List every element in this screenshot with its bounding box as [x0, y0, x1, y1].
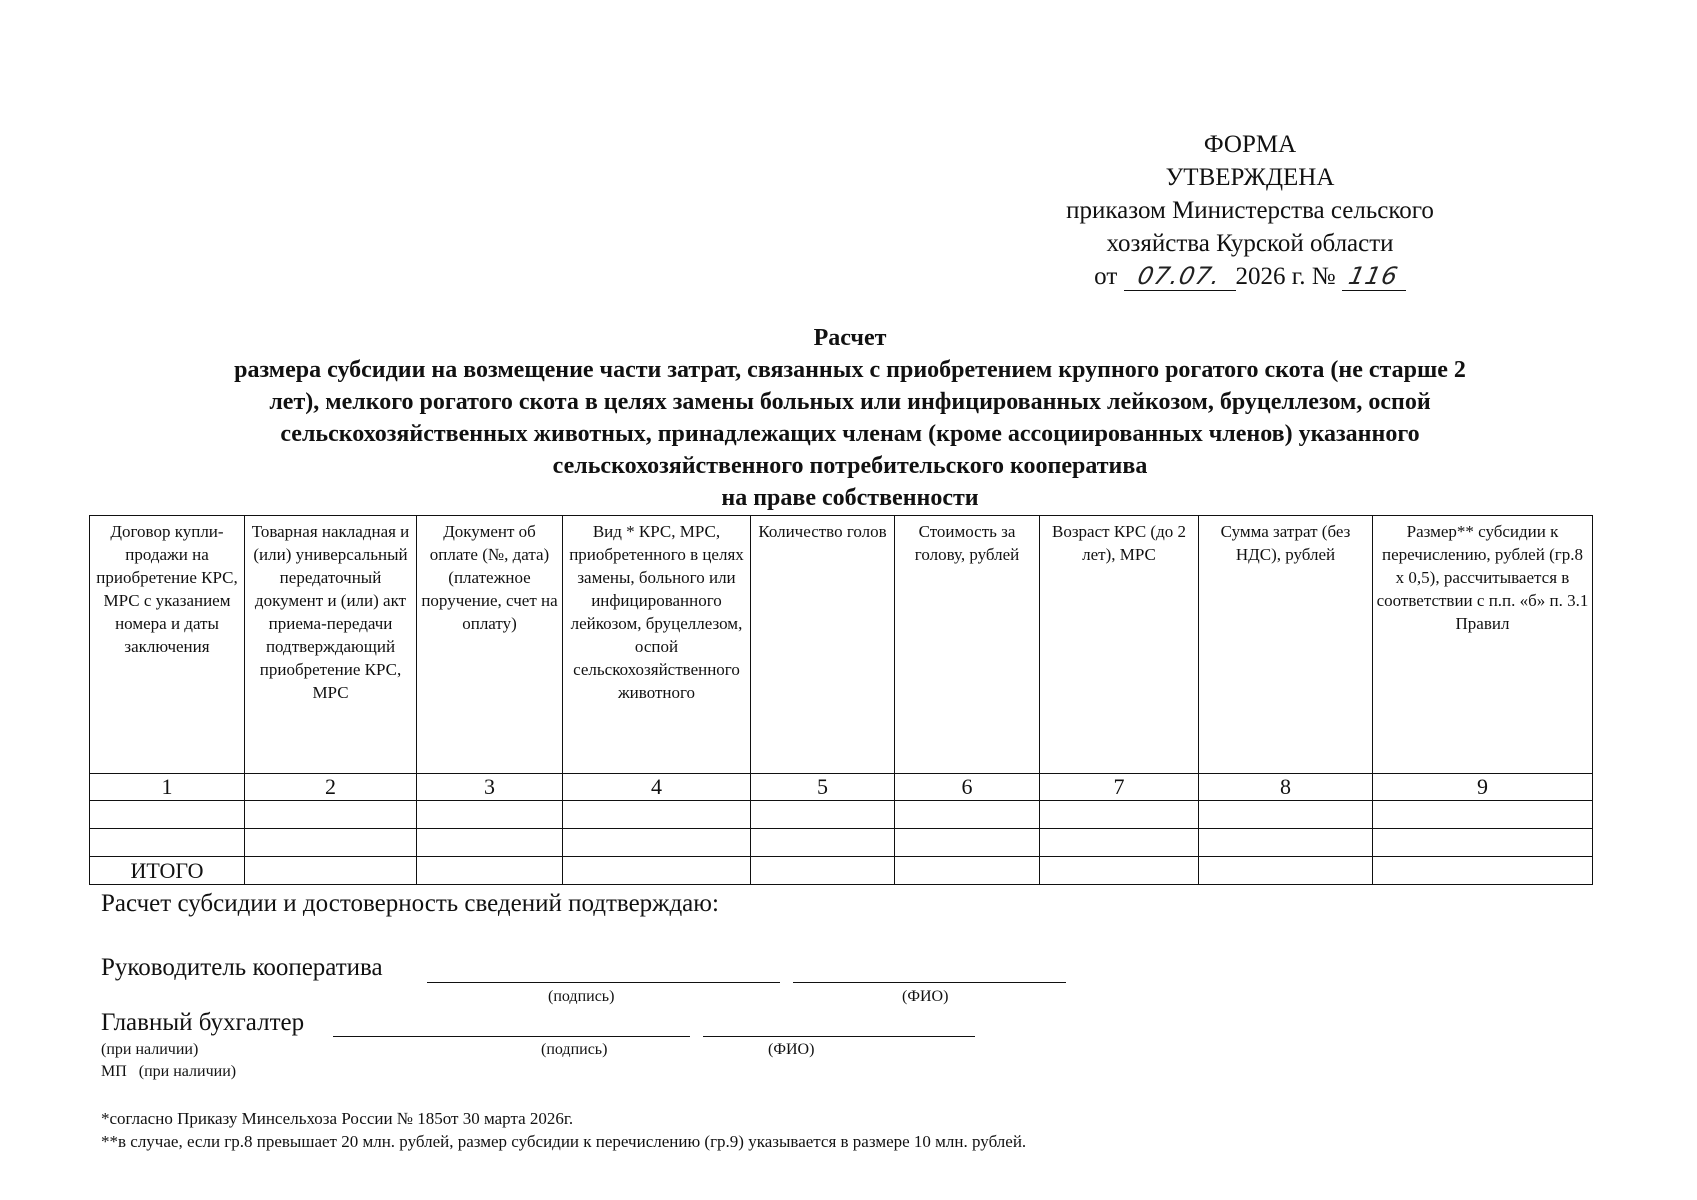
table-row [90, 801, 1593, 829]
date-field [1124, 260, 1236, 291]
header-cost-per-head: Стоимость за голову, рублей [895, 516, 1040, 774]
table-cell [751, 857, 895, 885]
subsidy-table [89, 515, 1593, 885]
date-prefix: от [1094, 263, 1118, 290]
accountant-fio-line[interactable] [703, 1036, 975, 1037]
approved-label: УТВЕРЖДЕНА [1165, 164, 1335, 191]
accountant-fio-caption: (ФИО) [768, 1041, 815, 1058]
table-cell [563, 829, 751, 857]
table-cell [417, 801, 563, 829]
header-head-count: Количество голов [751, 516, 895, 774]
table-cell [1199, 857, 1373, 885]
table-header-row [90, 516, 1593, 774]
header-subsidy-amount: Размер** субсидии к перечислению, рублей (гр.8 х 0,5), рассчитывается в соответствии с п.п. «б» п. 3.1 Правил [1373, 516, 1593, 774]
ministry-order-line: приказом Министерства сельского [1066, 197, 1434, 224]
col-number: 2 [245, 774, 417, 801]
table-cell [751, 801, 895, 829]
header-payment-document: Документ об оплате (№, дата) (платежное поручение, счет на оплату) [417, 516, 563, 774]
header-animal-type: Вид * КРС, МРС, приобретенного в целях замены, больного или инфицированного лейкозом, бруцеллезом, оспой сельскохозяйственного животного [563, 516, 751, 774]
footnote-2: **в случае, если гр.8 превышает 20 млн. рублей, размер субсидии к перечислению (гр.9) указывается в размере 10 млн. рублей. [101, 1132, 1027, 1151]
header-waybill: Товарная накладная и (или) универсальный передаточный документ и (или) акт приема-передачи подтверждающий приобретение КРС, МРС [245, 516, 417, 774]
table-cell [563, 801, 751, 829]
col-number: 1 [90, 774, 245, 801]
table-cell [1373, 829, 1593, 857]
year-text: 2026 г. № [1235, 263, 1336, 290]
table-cell [417, 857, 563, 885]
table-cell [1040, 801, 1199, 829]
title-line-4: сельскохозяйственного потребительского кооператива [552, 453, 1148, 479]
head-fio-line[interactable] [793, 982, 1066, 983]
head-fio-caption: (ФИО) [902, 988, 949, 1005]
footnote-1: *согласно Приказу Минсельхоза России № 185от 30 марта 2026г. [101, 1109, 574, 1128]
header-contract: Договор купли-продажи на приобретение КРС, МРС с указанием номера и даты заключения [90, 516, 245, 774]
table-cell [895, 801, 1040, 829]
col-number: 6 [895, 774, 1040, 801]
table-cell [245, 857, 417, 885]
ministry-name-line: хозяйства Курской области [1106, 230, 1394, 257]
approval-block [1040, 128, 1460, 293]
table-cell [1373, 857, 1593, 885]
title-heading: Расчет [813, 325, 887, 351]
form-label: ФОРМА [1203, 131, 1297, 158]
table-cell [245, 801, 417, 829]
table-cell [417, 829, 563, 857]
table-cell [1040, 857, 1199, 885]
table-cell [1199, 801, 1373, 829]
number-handwritten: 116 [1346, 262, 1402, 290]
title-line-3: сельскохозяйственных животных, принадлежащих членам (кроме ассоциированных членов) указанного [280, 421, 1420, 447]
table-cell [895, 829, 1040, 857]
stamp-label: МП (при наличии) [101, 1063, 237, 1080]
head-label: Руководитель кооператива [101, 954, 383, 981]
col-number: 5 [751, 774, 895, 801]
accountant-sign-caption: (подпись) [541, 1041, 608, 1058]
order-date-line [1040, 260, 1460, 293]
number-field [1342, 260, 1406, 291]
table-cell [1040, 829, 1199, 857]
table-cell [245, 829, 417, 857]
table-cell [90, 829, 245, 857]
total-label: ИТОГО [90, 857, 245, 885]
title-line-1: размера субсидии на возмещение части затрат, связанных с приобретением крупного рогатого скота (не старше 2 [234, 357, 1466, 383]
table-cell [895, 857, 1040, 885]
accountant-label: Главный бухгалтер [101, 1009, 305, 1036]
col-number: 7 [1040, 774, 1199, 801]
head-sign-caption: (подпись) [548, 988, 615, 1005]
table-cell [1199, 829, 1373, 857]
table-cell [563, 857, 751, 885]
col-number: 4 [563, 774, 751, 801]
date-handwritten: 07.07. [1135, 262, 1224, 290]
title-line-2: лет), мелкого рогатого скота в целях замены больных или инфицированных лейкозом, бруцеллезом, оспой [269, 389, 1431, 415]
col-number: 9 [1373, 774, 1593, 801]
table-row [90, 829, 1593, 857]
col-number: 8 [1199, 774, 1373, 801]
confirm-text: Расчет субсидии и достоверность сведений подтверждаю: [101, 890, 719, 917]
header-total-cost: Сумма затрат (без НДС), рублей [1199, 516, 1373, 774]
total-row [90, 857, 1593, 885]
accountant-note: (при наличии) [101, 1041, 199, 1058]
header-age: Возраст КРС (до 2 лет), МРС [1040, 516, 1199, 774]
col-number: 3 [417, 774, 563, 801]
head-signature-line[interactable] [427, 982, 780, 983]
table-cell [90, 801, 245, 829]
table-cell [751, 829, 895, 857]
document-title [100, 322, 1600, 514]
title-line-5: на праве собственности [721, 485, 979, 511]
accountant-signature-line[interactable] [333, 1036, 690, 1037]
table-cell [1373, 801, 1593, 829]
column-number-row [90, 774, 1593, 801]
